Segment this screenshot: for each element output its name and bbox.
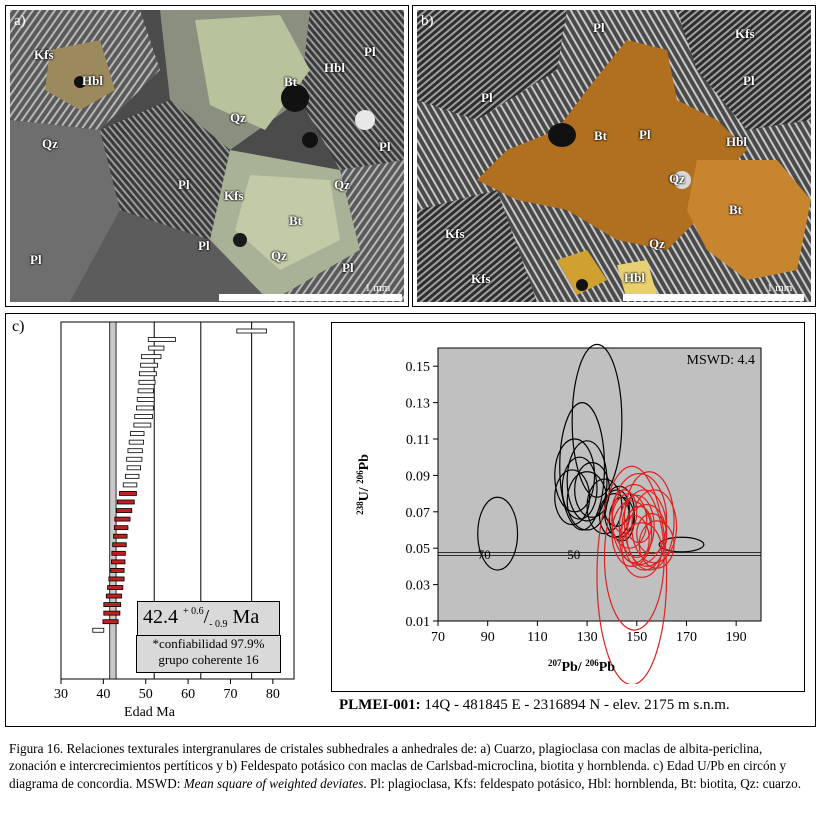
panel-b-label: b) <box>421 13 434 29</box>
mineral-label: Kfs <box>735 26 755 41</box>
scale-label-b: 1 mm <box>767 282 793 294</box>
photo-panel-b <box>412 5 816 307</box>
mineral-label: Hbl <box>624 270 645 285</box>
axis-title-part: U/ <box>357 483 372 502</box>
age-minus-error: - 0.9 <box>209 619 228 630</box>
age-error-bar <box>127 466 141 470</box>
photomicrograph-a-image <box>10 10 404 302</box>
age-error-bar <box>130 432 144 436</box>
scale-bar-b <box>623 294 804 301</box>
sample-location-line <box>339 697 730 714</box>
axis-title-part: Pb <box>598 660 616 675</box>
mineral-label: Bt <box>289 213 302 228</box>
mineral-label: Qz <box>669 171 685 186</box>
figure-caption <box>9 740 809 792</box>
photo-panel-a <box>5 5 409 307</box>
mineral-label: Hbl <box>324 60 345 75</box>
x-tick-label: 30 <box>54 687 68 702</box>
mineral-label: Bt <box>729 202 742 217</box>
sample-id: PLMEI-001: <box>339 697 421 713</box>
axis-title-part: 206 <box>585 658 599 668</box>
x-axis-title <box>548 658 615 675</box>
y-tick-label: 0.01 <box>405 615 430 630</box>
mineral-label: Kfs <box>471 271 491 286</box>
axis-title-part: 206 <box>355 470 365 484</box>
age-error-bar <box>148 338 175 342</box>
age-error-bar <box>112 551 126 555</box>
photomicrograph-b <box>417 10 811 302</box>
concordia-age-label: 50 <box>567 547 581 563</box>
scale-bar-a <box>219 294 402 301</box>
y-tick-label: 0.03 <box>405 578 430 594</box>
age-error-bar <box>137 397 154 401</box>
age-error-bar <box>119 491 136 495</box>
age-error-bar <box>114 526 128 530</box>
age-error-bar <box>113 543 127 547</box>
age-error-bar <box>135 415 153 419</box>
caption-text: Figura 16. Relaciones texturales intergranulares de cristales subhedrales a anhedrales de: a) Cuarzo, plagioclasa con maclas de albita-periclina, zonación e intercrecimientos pertíticos y b) Feldespato potásico con maclas de Carlsbad-microclina, biotita y hornblenda. c) Edad U/Pb en circón y diagrama de concordia. MSWD: <box>9 741 787 791</box>
x-axis-title: Edad Ma <box>124 705 175 720</box>
mineral-label: Pl <box>743 73 755 88</box>
y-tick-label: 0.15 <box>405 360 430 376</box>
age-error-bar <box>109 577 124 581</box>
mineral-label: Kfs <box>34 47 54 62</box>
age-error-bar <box>134 423 151 427</box>
panel-c-label: c) <box>12 318 25 335</box>
photomicrograph-b-image <box>417 10 811 302</box>
age-error-bar <box>93 628 104 632</box>
age-error-bar <box>104 611 120 615</box>
x-tick-label: 80 <box>265 687 280 702</box>
age-error-bar <box>123 483 137 487</box>
age-error-bar <box>136 406 153 410</box>
age-error-bar <box>149 346 164 350</box>
age-error-bar <box>129 440 143 444</box>
mineral-label: Pl <box>593 20 605 35</box>
x-tick-label: 50 <box>138 687 153 702</box>
age-error-bar <box>116 509 131 513</box>
age-error-bar <box>108 586 123 590</box>
mineral-label: Kfs <box>224 188 244 203</box>
mineral-label: Qz <box>271 248 287 263</box>
coherent-group-note: grupo coherente 16 <box>158 652 259 667</box>
age-error-bar <box>106 594 121 598</box>
scale-label-a: 1 mm <box>365 282 391 294</box>
mineral-label: Pl <box>379 139 391 154</box>
axis-title-part: 207 <box>547 658 562 668</box>
mineral-label: Pl <box>198 238 210 253</box>
mineral-label: Pl <box>639 127 651 142</box>
mineral-label: Qz <box>42 136 58 151</box>
x-tick-label: 110 <box>527 630 548 645</box>
x-tick-label: 150 <box>626 630 648 645</box>
plot-area <box>438 348 761 621</box>
panel-a-label: a) <box>14 13 26 29</box>
y-tick-label: 0.13 <box>405 396 430 412</box>
y-tick-label: 0.11 <box>406 433 430 448</box>
age-value: 42.4 <box>143 606 178 628</box>
mineral-label: Pl <box>364 44 376 59</box>
age-error-bar <box>115 517 130 521</box>
y-tick-label: 0.07 <box>405 505 430 521</box>
concordia-diagram <box>336 334 796 684</box>
x-tick-label: 70 <box>431 630 445 645</box>
age-result: 42.4 $^{+ 0.6}/_{- 0.9}$ Ma <box>143 606 260 630</box>
x-tick-label: 70 <box>223 687 238 702</box>
age-error-bar <box>237 329 267 333</box>
age-result-box <box>137 601 280 636</box>
photomicrograph-a <box>10 10 404 302</box>
age-error-bar <box>141 355 160 359</box>
y-tick-label: 0.09 <box>405 469 430 485</box>
sample-coordinates: 14Q - 481845 E - 2316894 N - elev. 2175 m s.n.m. <box>420 697 730 713</box>
y-axis-title <box>355 454 372 515</box>
axis-title-part: 238 <box>355 501 365 515</box>
mineral-label: Hbl <box>726 134 747 149</box>
mineral-label: Pl <box>30 252 42 267</box>
age-error-bar <box>141 363 158 367</box>
mineral-label: Pl <box>178 177 190 192</box>
caption-italic: Mean square of weighted deviates <box>183 775 364 791</box>
caption-text-end: . Pl: plagioclasa, Kfs: feldespato potásico, Hbl: hornblenda, Bt: biotita, Qz: cuarzo. <box>363 775 802 791</box>
age-error-bar <box>128 449 142 453</box>
x-tick-label: 130 <box>576 630 598 645</box>
age-error-bar <box>138 389 153 393</box>
mineral-label: Kfs <box>445 226 465 241</box>
mean-age-band <box>110 322 116 679</box>
age-error-bar <box>127 457 142 461</box>
age-error-bar <box>111 560 125 564</box>
age-error-bar <box>104 603 121 607</box>
x-tick-label: 40 <box>96 687 111 702</box>
age-error-bar <box>139 372 156 376</box>
age-error-bar <box>125 474 139 478</box>
age-error-bar <box>139 380 155 384</box>
mineral-label: Qz <box>334 177 350 192</box>
mineral-label: Bt <box>594 128 607 143</box>
x-tick-label: 170 <box>675 630 697 645</box>
mineral-label: Pl <box>481 90 493 105</box>
age-error-bar <box>114 534 128 538</box>
age-note-box <box>136 635 281 673</box>
y-tick-label: 0.05 <box>405 542 430 558</box>
axis-title-part: Pb/ <box>561 660 586 675</box>
mswd-annotation: MSWD: 4.4 <box>686 353 755 368</box>
age-unit: Ma <box>232 606 260 628</box>
chart-panel-c <box>5 313 816 727</box>
mineral-label: Qz <box>230 110 246 125</box>
mineral-label: Qz <box>649 236 665 251</box>
concordia-age-label: 70 <box>477 547 491 563</box>
age-error-bar <box>103 620 118 624</box>
age-error-bar <box>117 500 134 504</box>
axis-title-part: Pb <box>357 454 372 471</box>
mineral-label: Hbl <box>82 73 103 88</box>
age-plus-error: + 0.6 <box>183 606 204 617</box>
x-tick-label: 190 <box>725 630 747 645</box>
x-tick-label: 60 <box>181 687 196 702</box>
x-tick-label: 90 <box>480 630 495 645</box>
confidence-note: *confiabilidad 97.9% <box>152 636 265 651</box>
age-error-bar <box>111 568 125 572</box>
mineral-label: Bt <box>284 74 297 89</box>
mineral-label: Pl <box>342 260 354 275</box>
